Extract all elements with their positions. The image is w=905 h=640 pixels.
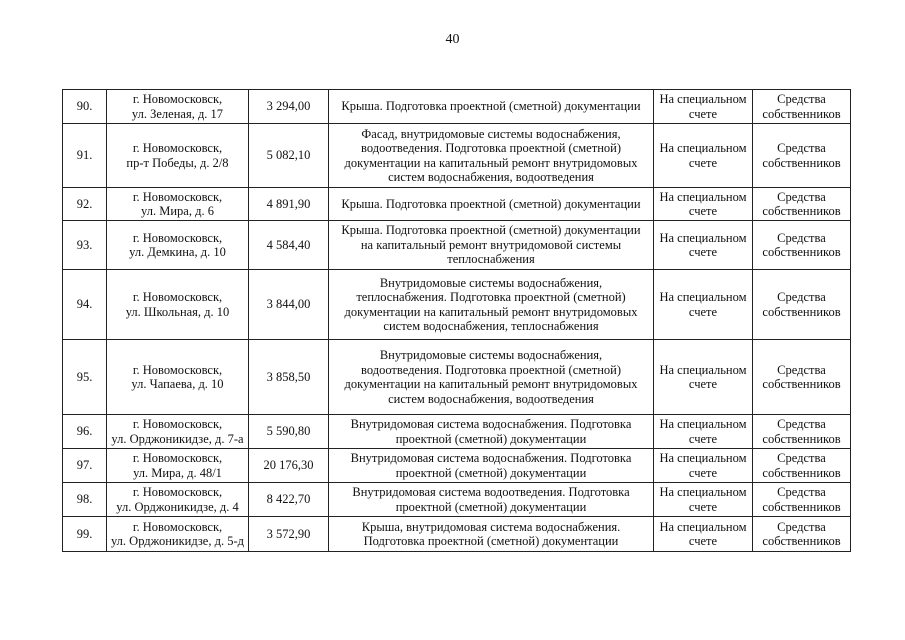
work-description-cell [329, 340, 654, 415]
funding-line: Средства [777, 519, 826, 534]
account-cell [654, 188, 753, 221]
account-cell [654, 124, 753, 188]
funding-line: Средства [777, 92, 826, 106]
account-line: На специальном [659, 290, 747, 304]
address-cell [107, 517, 249, 552]
work-line: Крыша. Подготовка проектной (сметной) документации [341, 99, 641, 114]
row-number: 95. [63, 340, 107, 415]
account-cell [654, 90, 753, 124]
account-line: На специальном [659, 189, 747, 204]
account-line: На специальном [659, 92, 747, 106]
address-city: г. Новомосковск, [132, 92, 223, 106]
address-street: ул. Орджоникидзе, д. 5-д [110, 534, 244, 548]
funding-line: собственников [762, 155, 841, 170]
work-line: Подготовка проектной (сметной) документации [363, 534, 619, 548]
work-description-cell [329, 188, 654, 221]
address-street: ул. Орджоникидзе, д. 7-а [111, 431, 244, 446]
account-line: На специальном [659, 451, 747, 465]
funding-cell [753, 188, 851, 221]
account-line: счете [688, 465, 718, 480]
account-line: счете [688, 106, 718, 121]
funding-line: собственников [762, 377, 841, 391]
cost-cell: 8 422,70 [249, 483, 329, 517]
cost-cell: 4 584,40 [249, 221, 329, 270]
row-number: 90. [63, 90, 107, 124]
funding-line: собственников [762, 106, 841, 121]
cost-cell: 5 082,10 [249, 124, 329, 188]
funding-line: Средства [777, 485, 826, 499]
funding-line: собственников [762, 499, 841, 514]
address-cell [107, 188, 249, 221]
account-line: счете [688, 304, 718, 319]
table-row [63, 449, 851, 483]
funding-line: Средства [777, 189, 826, 204]
cost-cell: 3 294,00 [249, 90, 329, 124]
work-line: документации на капитальный ремонт внутридомовых [344, 304, 638, 319]
address-street: ул. Чапаева, д. 10 [131, 377, 224, 391]
cost-cell: 20 176,30 [249, 449, 329, 483]
work-line: водоотведения. Подготовка проектной (сметной) [361, 362, 621, 377]
account-line: счете [688, 245, 718, 259]
funding-cell [753, 221, 851, 270]
work-line: теплоснабжения. Подготовка проектной (сметной) [356, 290, 626, 304]
funding-cell [753, 449, 851, 483]
funding-line: собственников [762, 304, 841, 319]
table-row [63, 415, 851, 449]
address-city: г. Новомосковск, [132, 485, 223, 499]
work-description-cell [329, 124, 654, 188]
work-line: Крыша. Подготовка проектной (сметной) документации [341, 196, 641, 211]
funding-cell [753, 90, 851, 124]
address-city: г. Новомосковск, [132, 362, 223, 377]
work-line: проектной (сметной) документации [395, 431, 587, 446]
work-line: Крыша. Подготовка проектной (сметной) документации [341, 223, 641, 238]
work-line: проектной (сметной) документации [395, 499, 587, 514]
cost-cell: 3 844,00 [249, 270, 329, 340]
account-cell [654, 221, 753, 270]
address-street: ул. Зеленая, д. 17 [131, 106, 224, 121]
work-line: Внутридомовая система водоотведения. Подготовка [352, 485, 630, 499]
work-line: проектной (сметной) документации [395, 465, 587, 480]
address-city: г. Новомосковск, [132, 230, 223, 245]
work-description-cell [329, 517, 654, 552]
address-street: ул. Мира, д. 48/1 [133, 465, 222, 480]
address-city: г. Новомосковск, [132, 141, 223, 155]
work-line: документации на капитальный ремонт внутридомовых [344, 377, 638, 391]
address-street: ул. Мира, д. 6 [141, 204, 214, 218]
table-row [63, 270, 851, 340]
account-line: счете [688, 204, 718, 218]
address-city: г. Новомосковск, [132, 290, 223, 304]
account-cell [654, 340, 753, 415]
funding-line: Средства [777, 417, 826, 431]
address-street: ул. Демкина, д. 10 [129, 245, 226, 259]
table-row [63, 188, 851, 221]
funding-cell [753, 483, 851, 517]
address-cell [107, 483, 249, 517]
address-cell [107, 270, 249, 340]
address-cell [107, 221, 249, 270]
funding-line: Средства [777, 362, 826, 377]
work-line: на капитальный ремонт внутридомовой системы [360, 237, 622, 252]
account-cell [654, 415, 753, 449]
work-line: систем водоснабжения, теплоснабжения [383, 319, 599, 333]
work-description-cell [329, 270, 654, 340]
funding-cell [753, 340, 851, 415]
address-city: г. Новомосковск, [132, 519, 223, 534]
account-line: На специальном [659, 417, 747, 431]
address-cell [107, 449, 249, 483]
work-description-cell [329, 90, 654, 124]
address-street: пр-т Победы, д. 2/8 [126, 155, 229, 170]
row-number: 93. [63, 221, 107, 270]
address-city: г. Новомосковск, [132, 417, 223, 431]
table-row [63, 340, 851, 415]
address-cell [107, 90, 249, 124]
account-line: счете [688, 431, 718, 446]
work-description-cell [329, 483, 654, 517]
table-row [63, 483, 851, 517]
funding-cell [753, 415, 851, 449]
table-row [63, 517, 851, 552]
row-number: 96. [63, 415, 107, 449]
address-street: ул. Школьная, д. 10 [125, 304, 230, 319]
work-line: документации на капитальный ремонт внутридомовых [344, 155, 638, 170]
account-cell [654, 517, 753, 552]
address-cell [107, 340, 249, 415]
address-street: ул. Орджоникидзе, д. 4 [116, 499, 239, 514]
funding-cell [753, 124, 851, 188]
account-line: счете [688, 377, 718, 391]
funding-cell [753, 517, 851, 552]
repair-registry-table [62, 89, 851, 552]
work-line: Крыша, внутридомовая система водоснабжения. [361, 519, 621, 534]
funding-line: собственников [762, 431, 841, 446]
account-line: счете [688, 155, 718, 170]
funding-line: собственников [762, 534, 841, 548]
funding-cell [753, 270, 851, 340]
account-cell [654, 483, 753, 517]
account-cell [654, 270, 753, 340]
cost-cell: 3 572,90 [249, 517, 329, 552]
work-description-cell [329, 221, 654, 270]
funding-line: Средства [777, 451, 826, 465]
account-line: На специальном [659, 230, 747, 245]
row-number: 91. [63, 124, 107, 188]
row-number: 94. [63, 270, 107, 340]
table-row [63, 221, 851, 270]
funding-line: собственников [762, 465, 841, 480]
account-line: На специальном [659, 362, 747, 377]
row-number: 97. [63, 449, 107, 483]
account-cell [654, 449, 753, 483]
cost-cell: 4 891,90 [249, 188, 329, 221]
row-number: 92. [63, 188, 107, 221]
work-line: Внутридомовая система водоснабжения. Подготовка [350, 451, 632, 465]
address-city: г. Новомосковск, [132, 189, 223, 204]
address-cell [107, 124, 249, 188]
funding-line: Средства [777, 141, 826, 155]
funding-line: Средства [777, 230, 826, 245]
funding-line: собственников [762, 245, 841, 259]
work-line: систем водоснабжения, водоотведения [388, 170, 594, 184]
work-line: Фасад, внутридомовые системы водоснабжения, [361, 126, 621, 141]
page-number: 40 [445, 32, 460, 47]
row-number: 98. [63, 483, 107, 517]
work-line: водоотведения. Подготовка проектной (сметной) [361, 141, 621, 155]
address-cell [107, 415, 249, 449]
work-line: Внутридомовая система водоснабжения. Подготовка [350, 417, 632, 431]
work-description-cell [329, 449, 654, 483]
work-description-cell [329, 415, 654, 449]
cost-cell: 5 590,80 [249, 415, 329, 449]
row-number: 99. [63, 517, 107, 552]
work-line: теплоснабжения [447, 252, 535, 267]
work-line: Внутридомовые системы водоснабжения, [379, 348, 603, 362]
table-row [63, 90, 851, 124]
table-row [63, 124, 851, 188]
funding-line: собственников [762, 204, 841, 218]
work-line: систем водоснабжения, водоотведения [388, 391, 594, 406]
account-line: счете [688, 534, 718, 548]
account-line: счете [688, 499, 718, 514]
account-line: На специальном [659, 485, 747, 499]
funding-line: Средства [777, 290, 826, 304]
account-line: На специальном [659, 141, 747, 155]
cost-cell: 3 858,50 [249, 340, 329, 415]
address-city: г. Новомосковск, [132, 451, 223, 465]
work-line: Внутридомовые системы водоснабжения, [379, 275, 603, 290]
account-line: На специальном [659, 519, 747, 534]
